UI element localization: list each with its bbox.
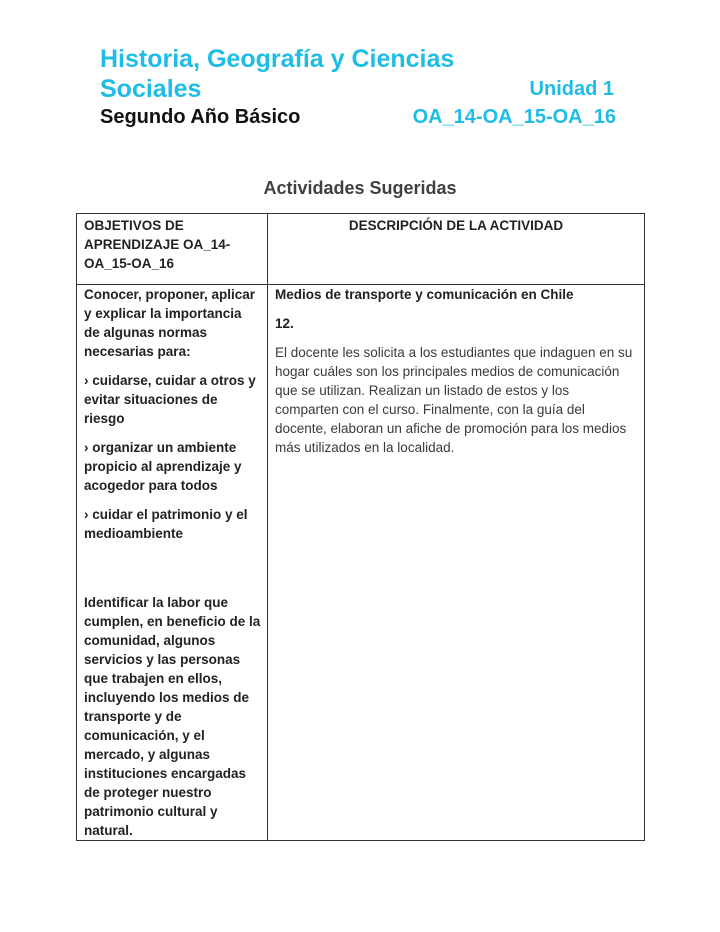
objectives-cell (77, 285, 268, 841)
subject-title-line-1: Historia, Geografía y Ciencias (100, 45, 455, 73)
objective-item: › cuidarse, cuidar a otros y evitar situaciones de riesgo (84, 373, 256, 426)
activities-table (76, 213, 645, 841)
unit-label: Unidad 1 (529, 78, 614, 100)
section-title: Actividades Sugeridas (263, 178, 457, 198)
grade-label: Segundo Año Básico (100, 106, 301, 128)
document-header (100, 44, 620, 129)
subject-title-line-2: Sociales (100, 75, 202, 103)
activity-number: 12. (275, 316, 294, 331)
objective-intro: Conocer, proponer, aplicar y explicar la importancia de algunas normas necesarias para: (84, 287, 256, 359)
activity-cell (268, 285, 645, 841)
objective-item: › cuidar el patrimonio y el medioambiente (84, 507, 248, 541)
objective-second: Identificar la labor que cumplen, en beneficio de la comunidad, algunos servicios y las personas que trabajen en ellos, incluyendo los medios de transporte y de comunicación, y el mercado, y algunas instituciones encargadas de proteger nuestro patrimonio cultural y natural. (84, 595, 261, 838)
grade-row (100, 106, 620, 129)
subject-title-row-2 (100, 74, 620, 104)
table-header-row (77, 214, 645, 285)
objective-item: › organizar un ambiente propicio al aprendizaje y acogedor para todos (84, 440, 242, 493)
activity-title: Medios de transporte y comunicación en Chile (275, 287, 574, 302)
objectives-header: OBJETIVOS DE APRENDIZAJE OA_14-OA_15-OA_16 (77, 214, 268, 285)
description-header: DESCRIPCIÓN DE LA ACTIVIDAD (268, 214, 645, 285)
table-row (77, 285, 645, 841)
oa-codes-label: OA_14-OA_15-OA_16 (412, 106, 616, 128)
activity-description: El docente les solicita a los estudiantes que indaguen en su hogar cuáles son los principales medios de comunicación que se utilizan. Realizan un listado de estos y los comparten con el curso. Finalmente, con la guía del docente, elaboran un afiche de promoción para los medios más utilizados en la localidad. (275, 345, 633, 455)
